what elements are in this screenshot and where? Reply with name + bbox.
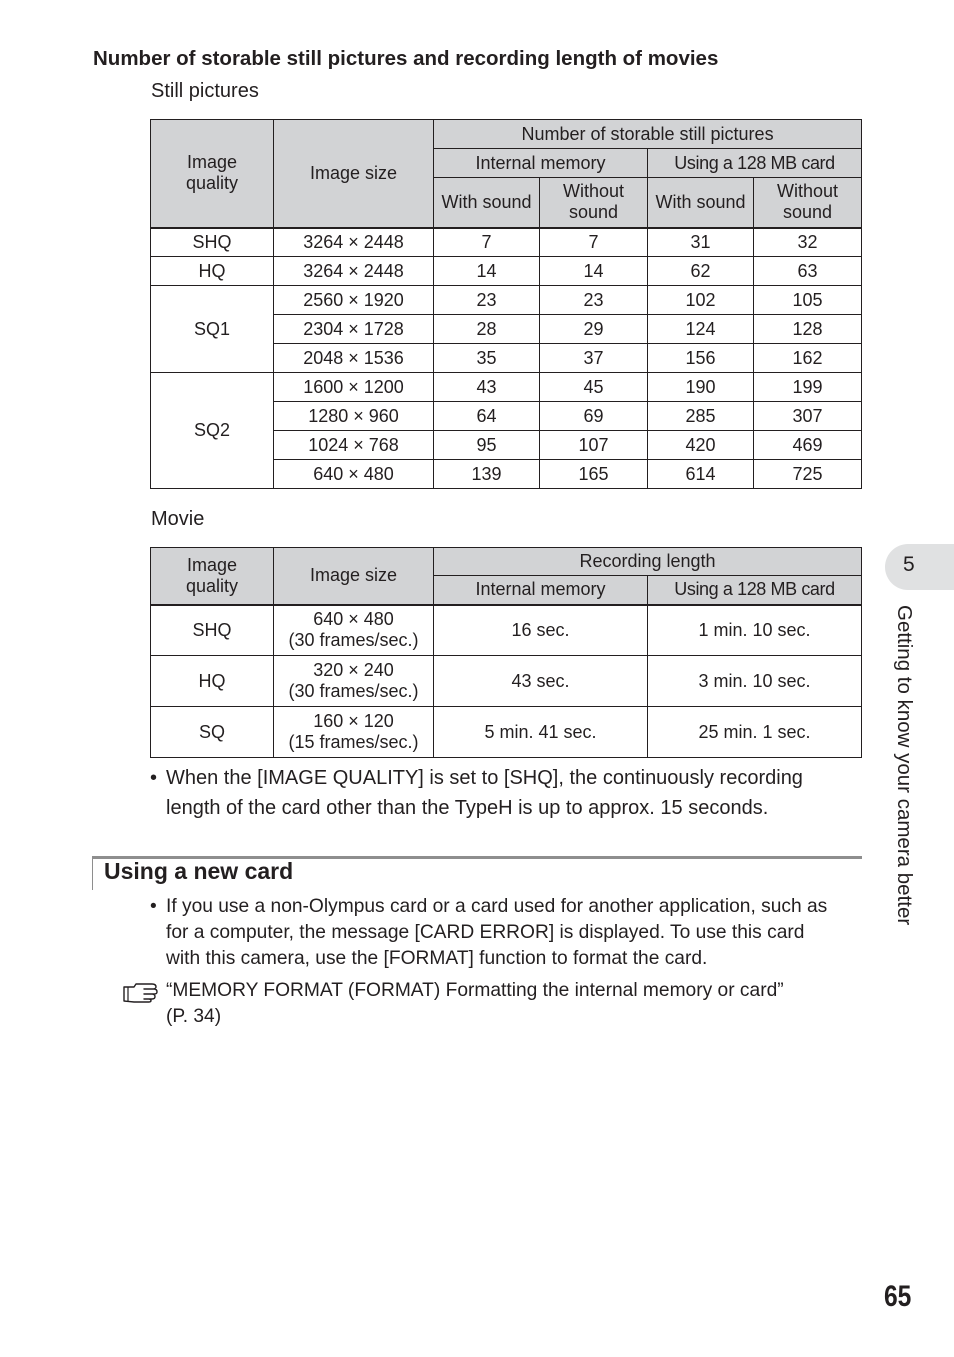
cell-internal-without: 7 — [540, 228, 648, 257]
chapter-label — [892, 605, 916, 965]
header-internal-memory: Internal memory — [434, 576, 648, 605]
table-row — [151, 707, 862, 758]
header-internal-with-sound: With sound — [434, 178, 540, 228]
cell-card-with: 614 — [648, 460, 754, 489]
cell-internal-without: 69 — [540, 402, 648, 431]
movie-note-line1: When the [IMAGE QUALITY] is set to [SHQ], the continuously recording — [166, 767, 803, 789]
cell-quality: SQ1 — [151, 286, 274, 373]
cell-card-without: 63 — [754, 257, 862, 286]
cell-internal: 16 sec. — [434, 605, 648, 656]
new-card-line1: If you use a non-Olympus card or a card used for another application, such as — [166, 896, 828, 917]
cell-internal-with: 35 — [434, 344, 540, 373]
cell-internal-without: 165 — [540, 460, 648, 489]
table-row — [151, 373, 862, 402]
table-row — [151, 656, 862, 707]
cell-size: 640 × 480 — [274, 460, 434, 489]
cell-card-without: 162 — [754, 344, 862, 373]
cell-internal-without: 107 — [540, 431, 648, 460]
cell-quality: SQ2 — [151, 373, 274, 489]
header-image-size: Image size — [274, 548, 434, 605]
cell-size: 1600 × 1200 — [274, 373, 434, 402]
cell-quality: SHQ — [151, 228, 274, 257]
cell-card-with: 156 — [648, 344, 754, 373]
section-heading: Number of storable still pictures and recording length of movies — [93, 47, 719, 70]
table-row — [151, 286, 862, 315]
cell-card-without: 469 — [754, 431, 862, 460]
cell-card: 25 min. 1 sec. — [648, 707, 862, 758]
reference-line2[interactable]: (P. 34) — [166, 1006, 222, 1027]
movie-subtitle: Movie — [151, 508, 205, 530]
cell-card: 3 min. 10 sec. — [648, 656, 862, 707]
still-pictures-table — [150, 119, 862, 489]
cell-internal-without: 23 — [540, 286, 648, 315]
cell-internal-with: 64 — [434, 402, 540, 431]
cell-internal-with: 95 — [434, 431, 540, 460]
cell-internal-with: 28 — [434, 315, 540, 344]
chapter-number: 5 — [903, 553, 915, 576]
cell-size: 2048 × 1536 — [274, 344, 434, 373]
pointing-hand-icon — [122, 981, 158, 1008]
cell-quality: HQ — [151, 656, 274, 707]
still-pictures-subtitle: Still pictures — [151, 80, 259, 102]
header-card-without-sound: Without sound — [754, 178, 862, 228]
cell-card-without: 199 — [754, 373, 862, 402]
cell-quality: HQ — [151, 257, 274, 286]
cell-card-without: 105 — [754, 286, 862, 315]
cell-card-with: 190 — [648, 373, 754, 402]
cell-card-with: 31 — [648, 228, 754, 257]
header-128mb-card: Using a 128 MB card — [648, 149, 862, 178]
header-internal-without-sound: Without sound — [540, 178, 648, 228]
movie-note — [150, 763, 862, 823]
header-number-storable: Number of storable still pictures — [434, 120, 862, 149]
cell-internal-with: 7 — [434, 228, 540, 257]
cell-size: 3264 × 2448 — [274, 257, 434, 286]
cell-card-without: 128 — [754, 315, 862, 344]
cell-internal-with: 43 — [434, 373, 540, 402]
cell-card-without: 307 — [754, 402, 862, 431]
cell-card-without: 32 — [754, 228, 862, 257]
cell-card-without: 725 — [754, 460, 862, 489]
new-card-heading: Using a new card — [104, 858, 294, 884]
reference-note — [166, 978, 784, 1030]
cell-quality: SQ — [151, 707, 274, 758]
cell-internal-with: 14 — [434, 257, 540, 286]
bullet: • — [150, 767, 158, 789]
cell-size: 1024 × 768 — [274, 431, 434, 460]
cell-size: 2560 × 1920 — [274, 286, 434, 315]
cell-quality: SHQ — [151, 605, 274, 656]
movie-note-line2: length of the card other than the TypeH is up to approx. 15 seconds. — [166, 797, 769, 819]
new-card-line3: with this camera, use the [FORMAT] function to format the card. — [166, 948, 708, 969]
header-image-quality — [151, 548, 274, 605]
cell-internal-without: 29 — [540, 315, 648, 344]
header-recording-length: Recording length — [434, 548, 862, 576]
table-row — [151, 257, 862, 286]
cell-internal-without: 37 — [540, 344, 648, 373]
cell-size: 3264 × 2448 — [274, 228, 434, 257]
header-image-size: Image size — [274, 120, 434, 228]
new-card-line2: for a computer, the message [CARD ERROR] is displayed. To use this card — [166, 922, 805, 943]
header-image-quality-text: Image quality — [185, 152, 239, 194]
cell-size: 2304 × 1728 — [274, 315, 434, 344]
header-128mb-card: Using a 128 MB card — [648, 576, 862, 605]
cell-size: 640 × 480 (30 frames/sec.) — [274, 605, 434, 656]
chapter-label-text: Getting to know your camera better — [893, 605, 916, 926]
cell-internal: 5 min. 41 sec. — [434, 707, 648, 758]
section-rule-side — [92, 856, 93, 890]
cell-card-with: 62 — [648, 257, 754, 286]
reference-line1: “MEMORY FORMAT (FORMAT) Formatting the internal memory or card” — [166, 980, 784, 1001]
cell-size: 320 × 240 (30 frames/sec.) — [274, 656, 434, 707]
cell-internal-without: 45 — [540, 373, 648, 402]
cell-card: 1 min. 10 sec. — [648, 605, 862, 656]
cell-card-with: 420 — [648, 431, 754, 460]
table-row — [151, 605, 862, 656]
cell-card-with: 102 — [648, 286, 754, 315]
page-number: 65 — [884, 1280, 912, 1313]
header-image-quality — [151, 120, 274, 228]
new-card-note — [150, 894, 862, 972]
header-image-quality-text: Image quality — [185, 554, 239, 596]
header-internal-memory: Internal memory — [434, 149, 648, 178]
cell-internal-with: 23 — [434, 286, 540, 315]
cell-size: 160 × 120 (15 frames/sec.) — [274, 707, 434, 758]
cell-internal: 43 sec. — [434, 656, 648, 707]
cell-internal-without: 14 — [540, 257, 648, 286]
cell-card-with: 285 — [648, 402, 754, 431]
table-row — [151, 228, 862, 257]
cell-size: 1280 × 960 — [274, 402, 434, 431]
chapter-tab — [885, 544, 954, 590]
cell-internal-with: 139 — [434, 460, 540, 489]
bullet: • — [150, 896, 157, 917]
movie-table — [150, 547, 862, 758]
cell-card-with: 124 — [648, 315, 754, 344]
header-card-with-sound: With sound — [648, 178, 754, 228]
